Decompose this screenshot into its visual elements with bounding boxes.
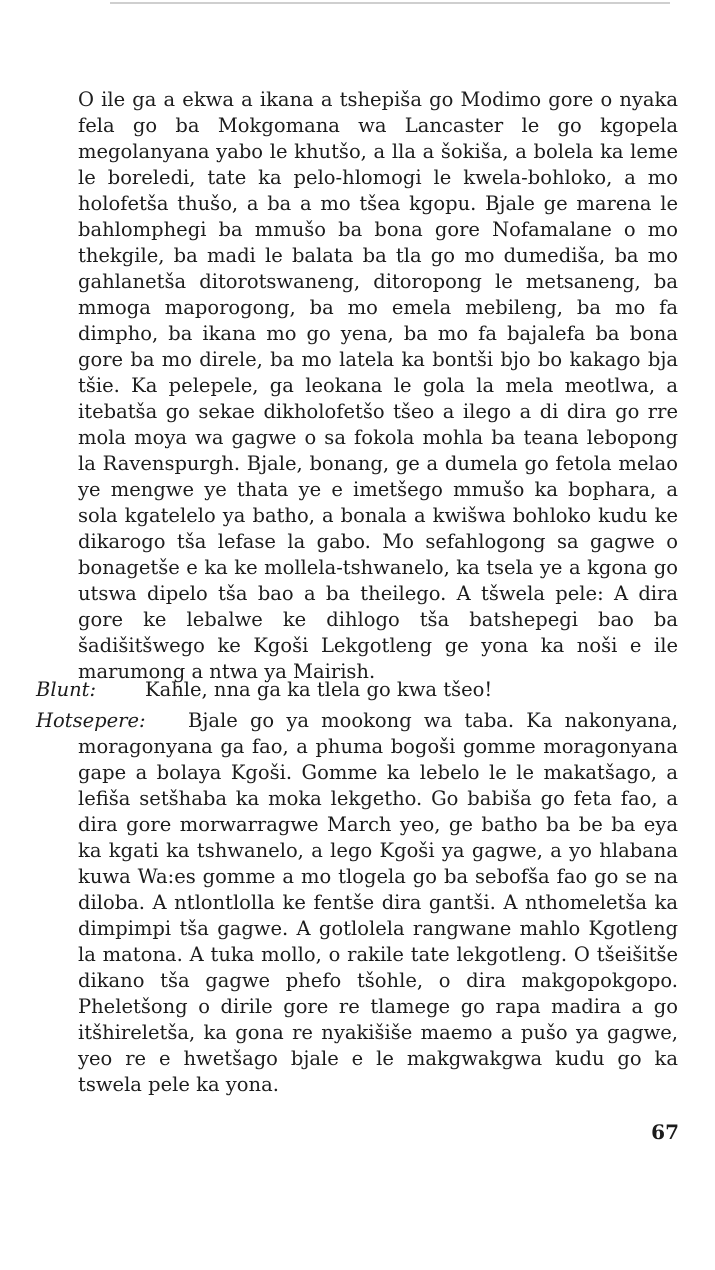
speech-text: Bjale go ya mookong wa taba. Ka nakonyana, moragonyana ga fao, a phuma bogoši gomme moragonyana gape a bolaya Kgoši. Gomme ka lebelo le le makatšago, a lefiša setšhaba ka moka lekgetho. Go babiša go feta fao, a dira gore morwarragwe March yeo, ge batho ba be ba eya ka kgati ka tshwanelo, a lego Kgoši ya gagwe, a yo hlabana kuwa Wa:es gomme a mo tlogela go ba sebofša fao go se na diloba. A ntlontlolla ke fentše dira gantši. A nthomeletša ka dimpimpi tša gagwe. A gotlolela rangwane mahlo Kgotleng la matona. A tuka mollo, o rakile tate lekgotleng. O tšeišitše dikano tša gagwe phefo tšohle, o dira makgopokgopo. Pheletšong o dirile gore re tlamege go rapa madira a go itšhireletša, ka gona re nyakišiše maemo a pušo ya gagwe, yeo re e hwetšago bjale e le makgwakgwa kudu go ka tswela pele ka yona. [78, 709, 678, 1096]
top-edge-line [110, 2, 670, 4]
speech-text: Kahle, nna ga ka tlela go kwa tšeo! [145, 678, 493, 701]
page-number: 67 [651, 1120, 679, 1144]
speaker-name: Hotsepere: [36, 709, 146, 732]
paragraph-intro: O ile ga a ekwa a ikana a tshepiša go Modimo gore o nyaka fela go ba Mokgomana wa Lancaster le go kgopela megolanyana yabo le khutšo, a lla a šokiša, a bolela ka leme le boreledi, tate ka pelo-hlomogi le kwela-bohloko, a mo holofetša thušo, a ba a mo tšea kgopu. Bjale ge marena le bahlomphegi ba mmušo ba bona gore Nofamalane o mo thekgile, ba madi le balata ba tla go mo dumediša, ba mo gahlanetša ditorotswaneng, ditoropong le metsaneng, ba mmoga maporogong, ba mo emela mebileng, ba mo fa dimpho, ba ikana mo go yena, ba mo fa bajalefa ba bona gore ba mo direle, ba mo latela ka bontši bjo bo kakago bja tšie. Ka pelepele, ga leokana le gola la mela meotlwa, a itebatša go sekae dikholofetšo tšeo a ilego a di dira go rre mola moya wa gagwe o sa fokola mohla ba teana lebopong la Ravenspurgh. Bjale, bonang, ge a dumela go fetola melao ye mengwe ye thata ye e imetšego mmušo ka bophara, a sola kgatelelo ya batho, a bonala a kwišwa bohloko kudu ke dikarogo tša lefase la gabo. Mo sefahlogong sa gagwe o bonagetše e ka ke mollela-tshwanelo, ka tsela ye a kgona go utswa dipelo tša bao a ba theilego. A tšwela pele: A dira gore ke lebalwe ke dihlogo tša batshepegi bao ba šadišitšwego ke Kgoši Lekgotleng ge yona ka noši e ile marumong a ntwa ya Mairish. [78, 88, 678, 683]
speaker-name: Blunt: [36, 678, 97, 701]
